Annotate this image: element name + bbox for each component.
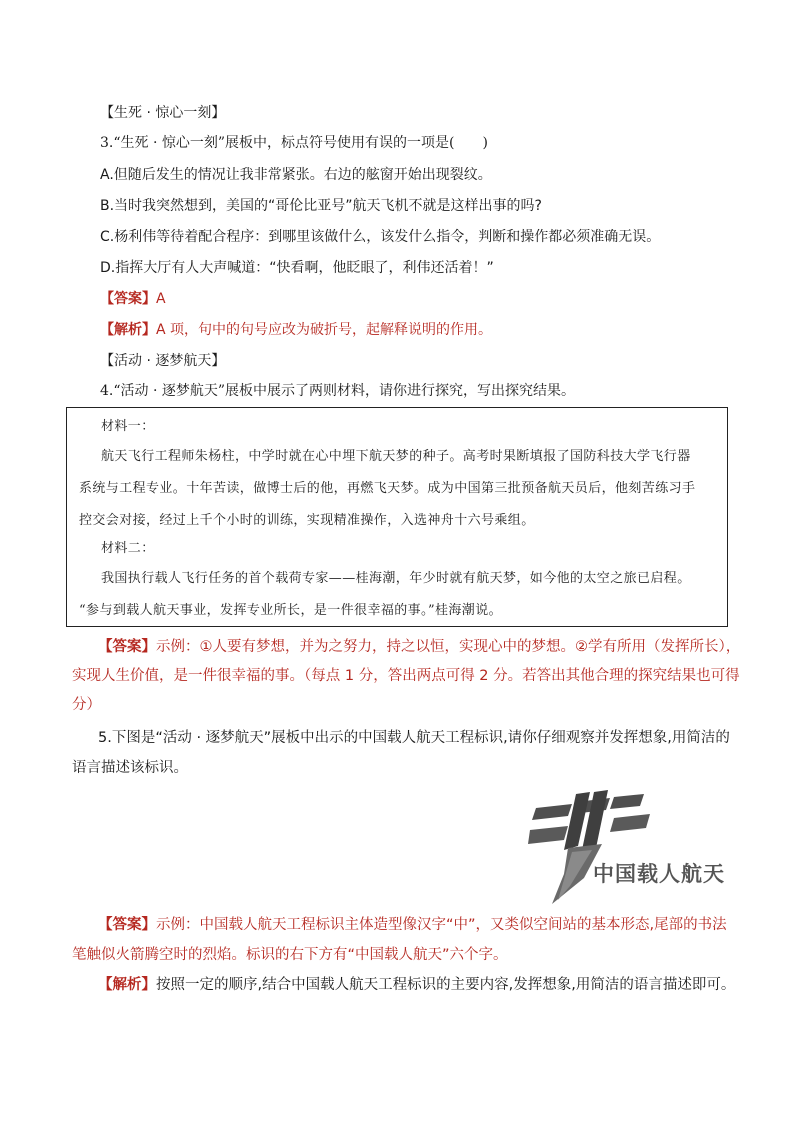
logo-mark-icon — [528, 788, 724, 906]
question-3-stem: 3.“生死 · 惊心一刻”展板中，标点符号使用有误的一项是( ) — [100, 135, 488, 151]
analysis-tag: 【解析】 — [100, 322, 156, 338]
material-1-line: 航天飞行工程师朱杨柱，中学时就在心中埋下航天梦的种子。高考时果断填报了国防科技大学飞行器 — [101, 449, 691, 464]
question-4-answer-line: 分） — [72, 697, 101, 713]
section-title-activity: 【活动 · 逐梦航天】 — [100, 353, 226, 369]
question-4-stem: 4.“活动 · 逐梦航天”展板中展示了两则材料，请你进行探究，写出探究结果。 — [100, 383, 576, 399]
question-5-answer-line: 笔触似火箭腾空时的烈焰。标识的右下方有“中国载人航天”六个字。 — [72, 947, 508, 963]
question-5-stem: 语言描述该标识。 — [72, 760, 188, 776]
material-1-title: 材料一： — [101, 419, 155, 434]
materials-box — [66, 407, 728, 627]
answer-text: 示例：中国载人航天工程标识主体造型像汉字“中”，又类似空间站的基本形态,尾部的书法 — [156, 917, 727, 933]
answer-tag: 【答案】 — [98, 917, 156, 933]
material-2-title: 材料二： — [101, 541, 155, 556]
question-5-analysis — [98, 974, 735, 996]
analysis-tag: 【解析】 — [98, 977, 156, 993]
option-b: B.当时我突然想到，美国的“哥伦比亚号”航天飞机不就是这样出事的吗? — [100, 198, 542, 214]
section-title-life-death: 【生死 · 惊心一刻】 — [100, 105, 226, 121]
question-3-answer — [100, 289, 166, 309]
question-3-analysis — [100, 320, 492, 340]
china-manned-space-logo — [528, 788, 724, 906]
option-c: C.杨利伟等待着配合程序：到哪里该做什么，该发什么指令，判断和操作都必须准确无误。 — [100, 229, 661, 245]
material-2-line: “参与到载人航天事业，发挥专业所长，是一件很幸福的事。”桂海潮说。 — [79, 603, 502, 618]
answer-value: A — [156, 291, 166, 307]
question-5-stem: 5.下图是“活动 · 逐梦航天”展板中出示的中国载人航天工程标识,请你仔细观察并发挥想象,用简洁的 — [98, 730, 730, 746]
logo-text: 中国载人航天 — [593, 862, 725, 886]
answer-tag: 【答案】 — [100, 291, 156, 307]
question-4-answer-line: 实现人生价值，是一件很幸福的事。（每点 1 分，答出两点可得 2 分。若答出其他合理的探究结果也可得 — [72, 668, 740, 684]
answer-tag: 【答案】 — [98, 639, 156, 655]
material-1-line: 控交会对接，经过上千个小时的训练，实现精准操作，入选神舟十六号乘组。 — [79, 513, 535, 528]
analysis-text: 按照一定的顺序,结合中国载人航天工程标识的主要内容,发挥想象,用简洁的语言描述即可。 — [156, 977, 736, 993]
option-d: D.指挥大厅有人大声喊道：“快看啊，他眨眼了，利伟还活着！” — [100, 260, 494, 276]
answer-text: 示例：①人要有梦想，并为之努力，持之以恒，实现心中的梦想。②学有所用（发挥所长）， — [156, 639, 741, 655]
question-5-answer-line — [98, 914, 727, 936]
question-4-answer-line — [98, 636, 740, 658]
option-a: A.但随后发生的情况让我非常紧张。右边的舷窗开始出现裂纹。 — [100, 167, 492, 183]
analysis-text: A 项，句中的句号应改为破折号，起解释说明的作用。 — [156, 322, 493, 338]
material-1-line: 系统与工程专业。十年苦读，做博士后的他，再燃飞天梦。成为中国第三批预备航天员后，他刻苦练习手 — [79, 481, 696, 496]
material-2-line: 我国执行载人飞行任务的首个载荷专家——桂海潮，年少时就有航天梦，如今他的太空之旅已启程。 — [101, 571, 691, 586]
